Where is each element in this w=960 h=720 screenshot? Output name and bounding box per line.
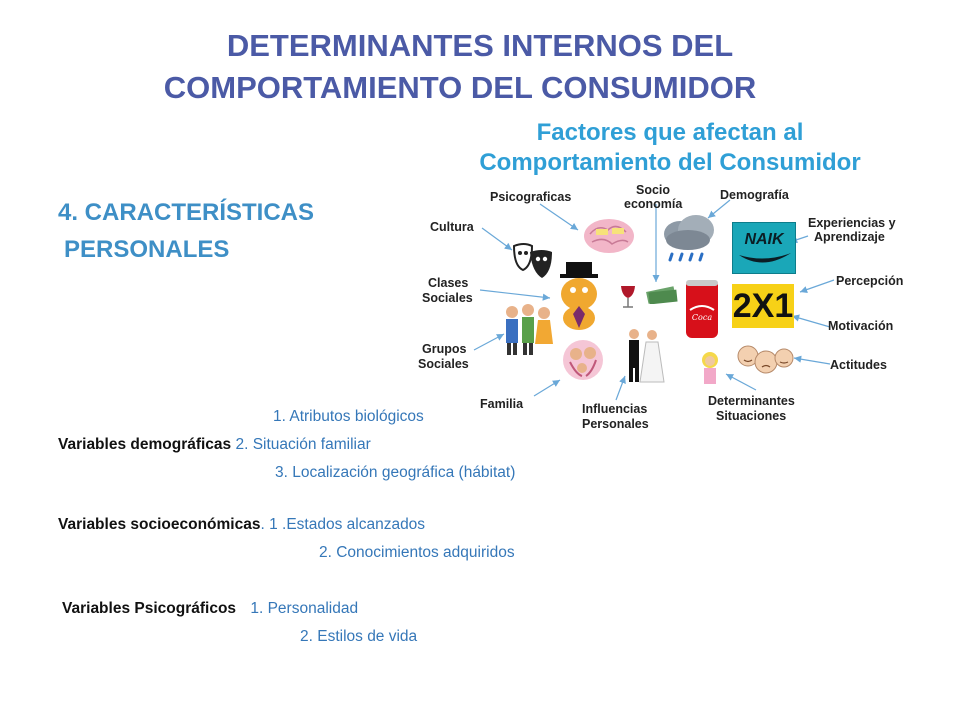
- label-socio: Socio: [636, 183, 671, 197]
- label-clases-sociales: Sociales: [422, 291, 473, 305]
- page-title-line-1: DETERMINANTES INTERNOS DEL: [226, 28, 734, 63]
- label-aprendizaje: Aprendizaje: [814, 230, 885, 244]
- svg-text:Coca: Coca: [691, 313, 713, 322]
- label-cultura: Cultura: [430, 220, 474, 234]
- brand-logo: [732, 222, 796, 274]
- socioeconomic-item-1: 1 .Estados alcanzados: [269, 516, 426, 533]
- label-familia: Familia: [480, 397, 524, 411]
- psychographic-item-1: 1. Personalidad: [250, 600, 359, 617]
- psychographic-item-2: 2. Estilos de vida: [300, 628, 418, 645]
- storm-cloud-icon: [658, 210, 718, 270]
- label-clases: Clases: [428, 276, 469, 290]
- girl-icon: [696, 350, 724, 386]
- cartoon-character-icon: [552, 260, 612, 332]
- section-heading-line-2: PERSONALES: [64, 236, 230, 263]
- socioeconomic-separator: .: [260, 516, 265, 533]
- promo-badge: [732, 284, 794, 328]
- label-experiencias: Experiencias y: [808, 216, 896, 230]
- wine-glass-icon: [618, 284, 638, 310]
- label-personales: Personales: [582, 417, 649, 431]
- demographic-variables-label: Variables demográficas: [58, 436, 232, 453]
- promo-badge-text: 2X1: [732, 287, 794, 325]
- label-actitudes: Actitudes: [830, 358, 887, 372]
- label-influencias: Influencias: [582, 402, 648, 416]
- socioeconomic-variables-row: [58, 516, 425, 534]
- brain-icon: [582, 216, 636, 256]
- label-situaciones: Situaciones: [716, 409, 787, 423]
- label-determinantes: Determinantes: [708, 394, 795, 408]
- socioeconomic-variables-label: Variables socioeconómicas: [58, 516, 261, 533]
- faces-icon: [736, 342, 794, 382]
- demographic-item-1: 1. Atributos biológicos: [273, 408, 424, 425]
- wedding-couple-icon: [620, 326, 668, 384]
- section-heading-line-1: 4. CARACTERÍSTICAS: [58, 199, 315, 226]
- soda-can-icon: [682, 276, 722, 342]
- label-grupos: Grupos: [422, 342, 467, 356]
- infographic-title-line-2: Comportamiento del Consumidor: [479, 149, 861, 176]
- demographic-item-3: 3. Localización geográfica (hábitat): [275, 464, 516, 481]
- swoosh-icon: [733, 249, 795, 271]
- brand-logo-text: NAIK: [744, 231, 784, 248]
- people-group-icon: [502, 302, 554, 358]
- infographic-title-line-1: Factores que afectan al: [536, 119, 804, 146]
- consumer-factors-infographic: [410, 112, 950, 442]
- label-demografia: Demografía: [720, 188, 789, 202]
- money-icon: [646, 286, 678, 304]
- theater-masks-icon: [510, 240, 556, 282]
- label-economia: economía: [624, 197, 683, 211]
- label-percepcion: Percepción: [836, 274, 904, 288]
- socioeconomic-item-2: 2. Conocimientos adquiridos: [319, 544, 515, 561]
- section-heading: [58, 194, 314, 268]
- psychographic-variables-label: Variables Psicográficos: [62, 600, 237, 617]
- demographic-variables-row: [58, 436, 371, 454]
- demographic-item-2: 2. Situación familiar: [235, 436, 371, 453]
- psychographic-variables-row: [62, 600, 358, 618]
- label-grupos-sociales: Sociales: [418, 357, 469, 371]
- family-icon: [560, 338, 606, 382]
- page-title-line-2: COMPORTAMIENTO DEL CONSUMIDOR: [163, 70, 757, 105]
- label-psicograficas: Psicograficas: [490, 190, 572, 204]
- label-motivacion: Motivación: [828, 319, 894, 333]
